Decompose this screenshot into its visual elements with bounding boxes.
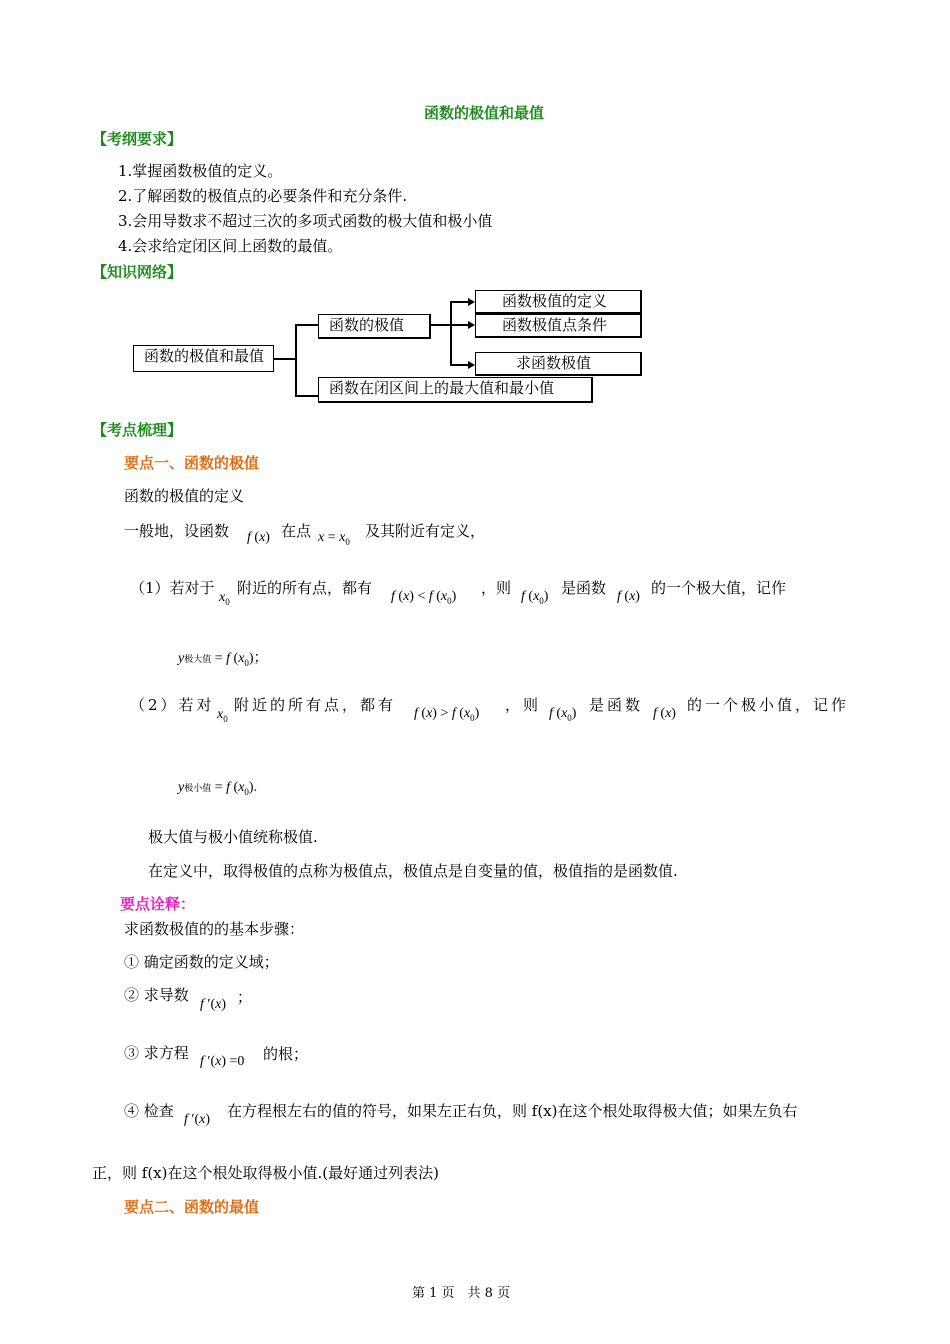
case1-text: ，则 bbox=[481, 579, 512, 597]
case2-text: 附近的所有点，都有 bbox=[234, 696, 397, 714]
page-footer: 第 1 页 共 8 页 bbox=[412, 1286, 511, 1301]
connector bbox=[295, 395, 319, 397]
heading-explanation: 要点诠释： bbox=[120, 895, 196, 913]
requirement-item: 4.会求给定闭区间上函数的最值。 bbox=[118, 237, 343, 255]
section-requirements: 【考纲要求】 bbox=[92, 130, 183, 148]
formula-fx: f (x) bbox=[653, 706, 676, 721]
formula-fprime-eq-0: f ′(x) =0 bbox=[200, 1054, 245, 1069]
arrow-icon bbox=[468, 361, 475, 369]
connector bbox=[431, 324, 451, 326]
diagram-extremum-box: 函数的极值 bbox=[318, 314, 431, 339]
requirement-item: 2.了解函数的极值点的必要条件和充分条件. bbox=[118, 187, 408, 205]
note-text: 在定义中，取得极值的点称为极值点，极值点是自变量的值，极值指的是函数值. bbox=[148, 862, 678, 880]
diagram-find-box: 求函数极值 bbox=[475, 352, 642, 376]
case2-text: ，则 bbox=[505, 696, 542, 714]
step-item: 在方程根左右的值的符号，如果左正右负，则 f(x)在这个根处取得极大值；如果左负右 bbox=[227, 1102, 798, 1120]
formula-ymin: y极小值 = f $(x_0)$. bbox=[178, 780, 258, 797]
formula-fx0: f $(x_0)$ bbox=[521, 589, 549, 606]
formula-fprime-x: f ′(x) bbox=[184, 1112, 211, 1127]
requirement-item: 1.掌握函数极值的定义。 bbox=[118, 162, 283, 180]
formula-ymax: y极大值 = f $(x_0)$； bbox=[178, 651, 268, 668]
intro-text: 及其附近有定义， bbox=[365, 522, 486, 540]
diagram-condition-box: 函数极值点条件 bbox=[475, 314, 642, 338]
formula-fx-lt-fx0: f (x) < f $(x_0)$ bbox=[391, 589, 457, 606]
case2-text: 的一个极小值，记作 bbox=[687, 696, 850, 714]
step-item: ① 确定函数的定义域； bbox=[124, 953, 279, 971]
connector bbox=[274, 358, 296, 360]
formula-fx: f (x) bbox=[617, 589, 640, 604]
formula-fprime-x: f ′(x) bbox=[200, 997, 227, 1012]
step-item: ； bbox=[237, 988, 253, 1006]
step-item: ④ 检查 bbox=[124, 1102, 174, 1120]
connector bbox=[450, 301, 452, 365]
formula-x-eq-x0: $x = x_0$ bbox=[318, 530, 350, 547]
section-key-points: 【考点梳理】 bbox=[92, 421, 183, 439]
connector bbox=[450, 364, 470, 366]
arrow-icon bbox=[468, 298, 475, 306]
diagram-root-box: 函数的极值和最值 bbox=[133, 345, 274, 372]
formula-x0: $x_0$ bbox=[219, 590, 230, 607]
step-item: 正，则 f(x)在这个根处取得极小值.(最好通过列表法) bbox=[92, 1164, 439, 1182]
note-text: 极大值与极小值统称极值. bbox=[148, 828, 318, 846]
case1-text: 附近的所有点，都有 bbox=[237, 579, 373, 597]
step-item: 的根； bbox=[263, 1045, 309, 1063]
arrow-icon bbox=[468, 321, 475, 329]
heading-key-two: 要点二、函数的最值 bbox=[124, 1198, 260, 1216]
case2-text: 是函数 bbox=[589, 696, 644, 714]
requirement-item: 3.会用导数求不超过三次的多项式函数的极大值和极小值 bbox=[118, 212, 493, 230]
step-item: ② 求导数 bbox=[124, 986, 189, 1004]
step-item: ③ 求方程 bbox=[124, 1044, 189, 1062]
intro-text: 在点 bbox=[281, 522, 312, 540]
case1-text: （1）若对于 bbox=[130, 579, 215, 597]
formula-x0: $x_0$ bbox=[217, 707, 228, 724]
diagram-definition-box: 函数极值的定义 bbox=[475, 290, 642, 314]
diagram-maxmin-box: 函数在闭区间上的最大值和最小值 bbox=[318, 377, 593, 403]
formula-fx0: f $(x_0)$ bbox=[549, 706, 577, 723]
steps-title: 求函数极值的的基本步骤： bbox=[124, 920, 305, 938]
connector bbox=[295, 324, 319, 326]
formula-fx-gt-fx0: f (x) > f $(x_0)$ bbox=[414, 706, 480, 723]
heading-key-one: 要点一、函数的极值 bbox=[124, 454, 260, 472]
intro-text: 一般地，设函数 bbox=[124, 522, 230, 540]
case1-text: 是函数 bbox=[561, 579, 607, 597]
case2-text: （2）若对 bbox=[130, 696, 215, 714]
formula-fx: f (x) bbox=[247, 530, 270, 545]
subheading-definition: 函数的极值的定义 bbox=[124, 487, 245, 505]
section-network: 【知识网络】 bbox=[92, 263, 183, 281]
case1-text: 的一个极大值，记作 bbox=[651, 579, 787, 597]
page-title: 函数的极值和最值 bbox=[424, 104, 545, 122]
connector bbox=[450, 301, 470, 303]
connector bbox=[450, 324, 470, 326]
connector bbox=[295, 324, 297, 396]
